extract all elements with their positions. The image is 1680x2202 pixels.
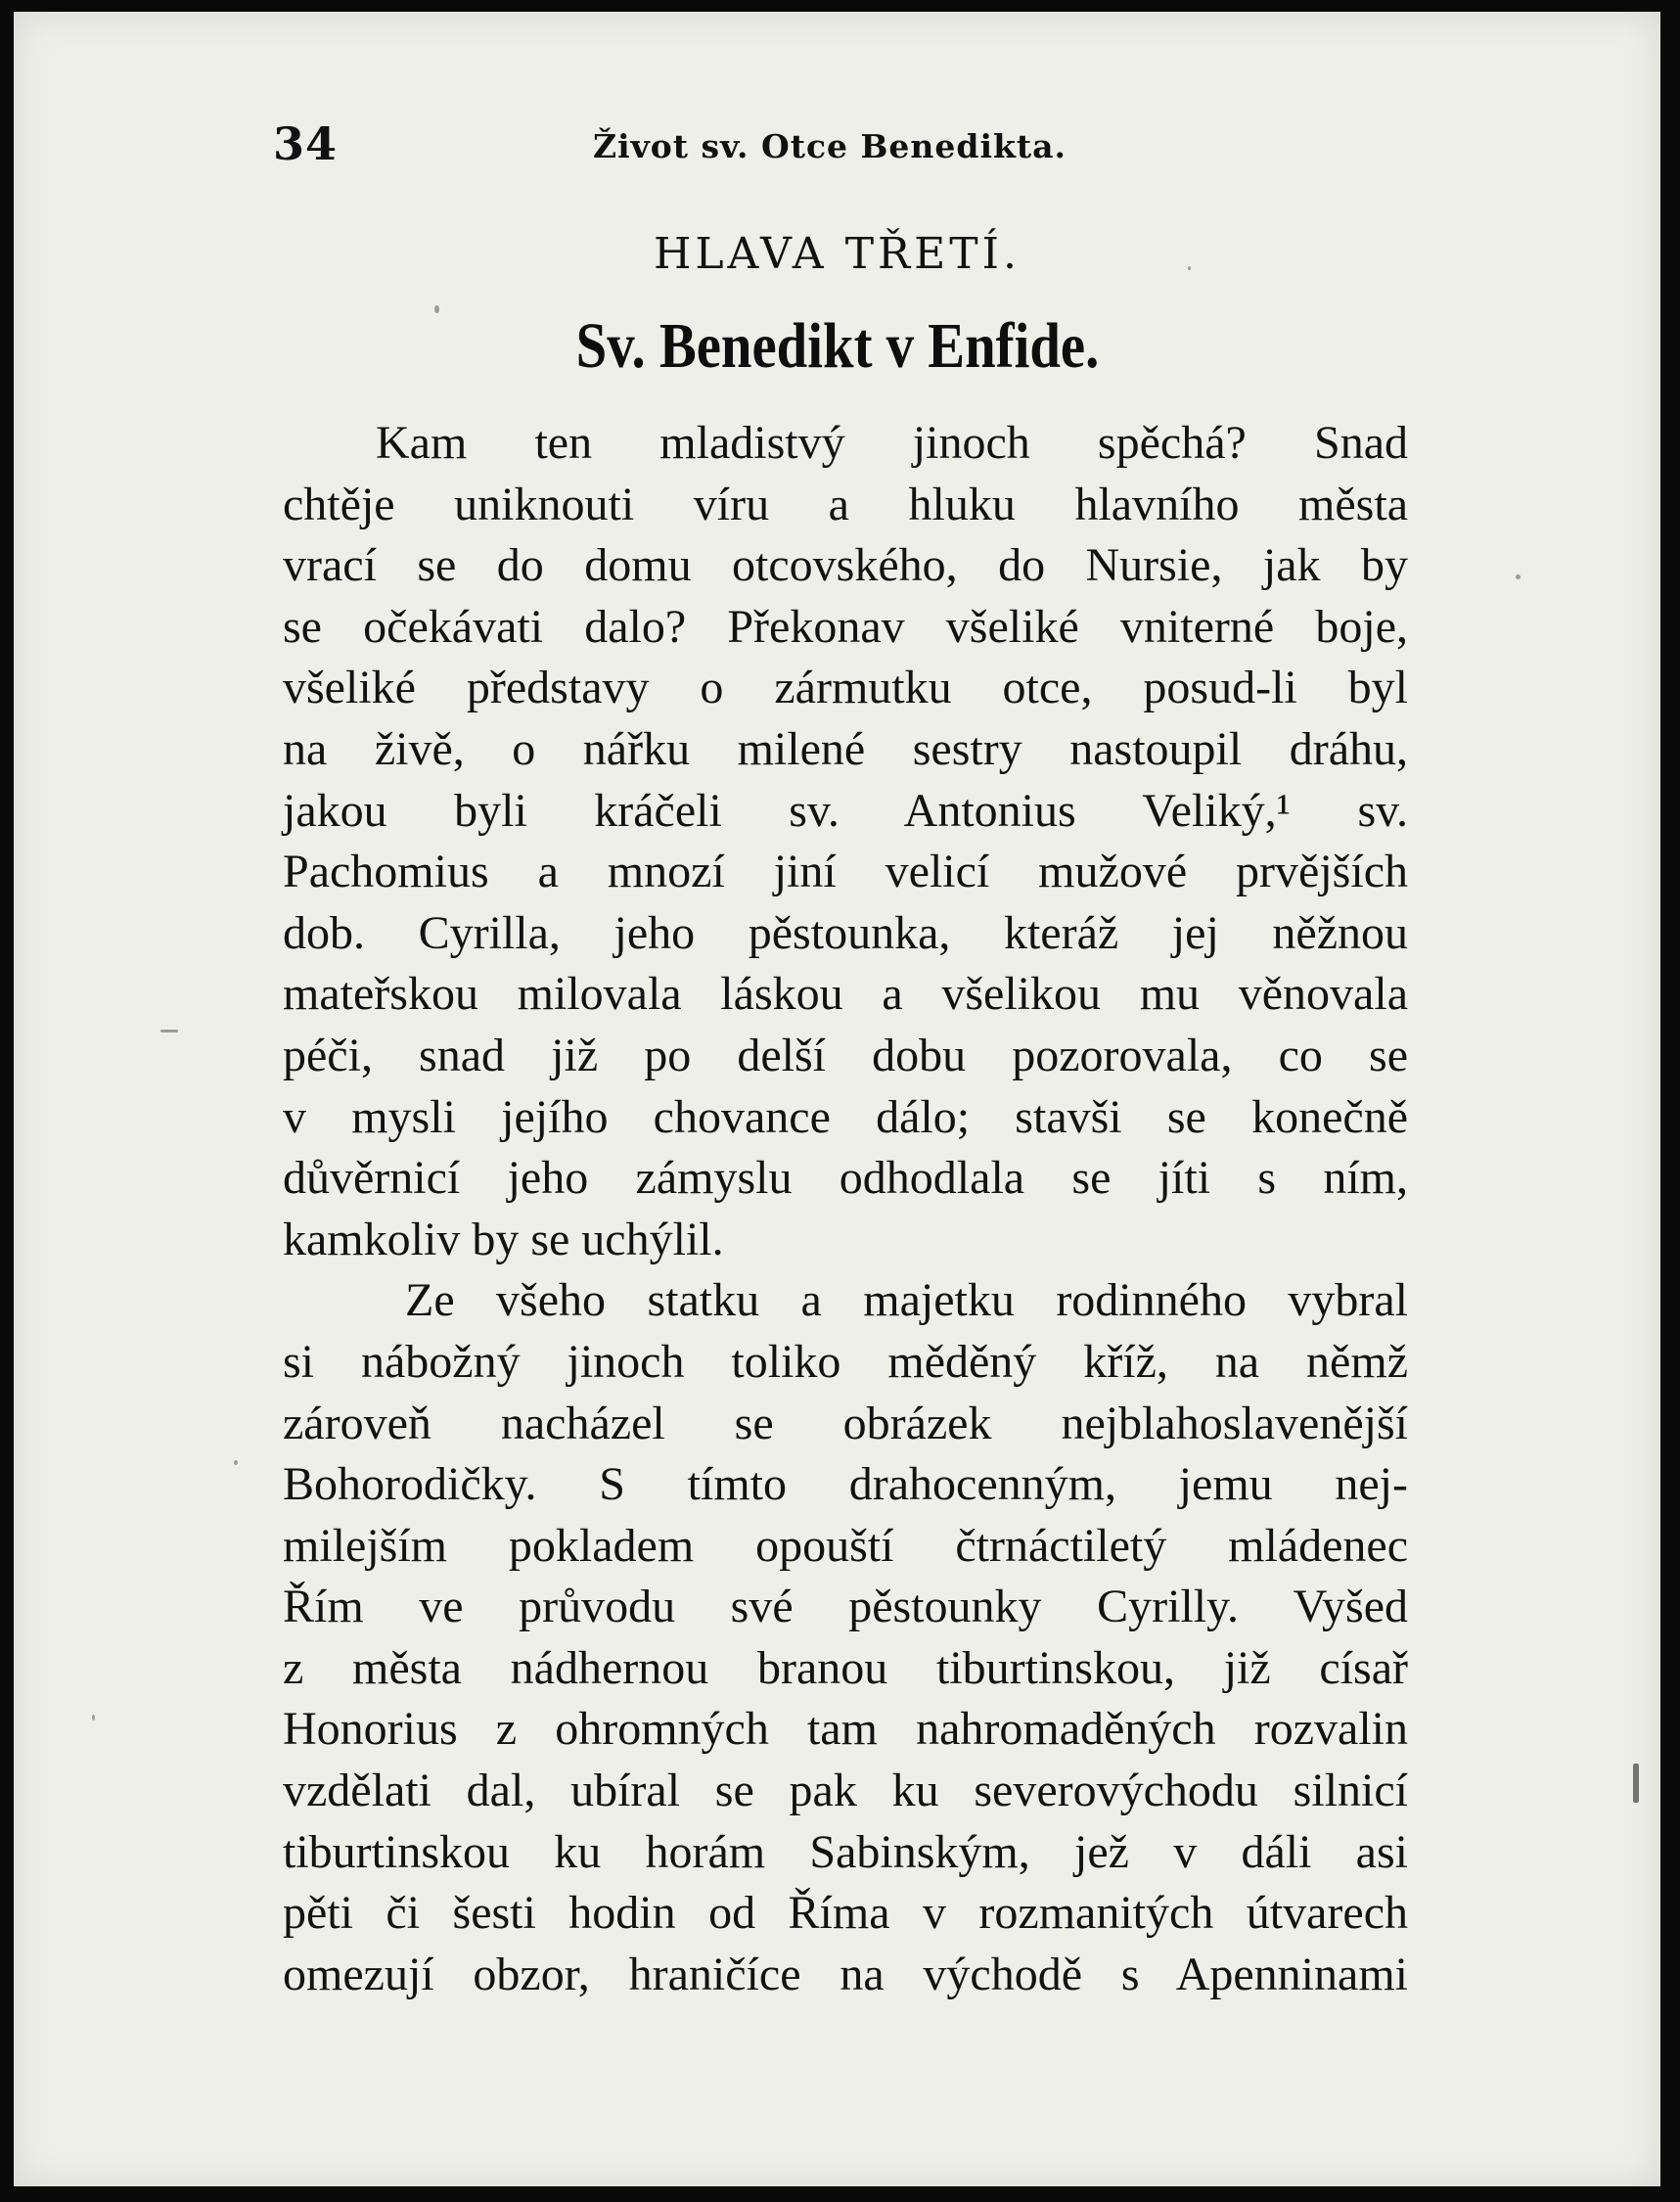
page-number: 34 [273, 117, 339, 170]
scan-speck [234, 1460, 238, 1465]
text-line: tiburtinskou ku horám Sabinským, jež v dáli asi [283, 1825, 1408, 1878]
text-line: Řím ve průvodu své pěstounky Cyrilly. Vyšed [283, 1581, 1408, 1633]
text-line: dob. Cyrilla, jeho pěstounka, kteráž jej něžnou [283, 906, 1408, 959]
chapter-label: HLAVA TŘETÍ. [653, 229, 1022, 279]
book-page [14, 12, 1660, 2186]
text-line: vzdělati dal, ubíral se pak ku severovýchodu silnicí [283, 1765, 1408, 1817]
text-line: Honorius z ohromných tam nahromaděných rozvalin [283, 1703, 1408, 1756]
text-line: mateřskou milovala láskou a všelikou mu věnovala [283, 968, 1408, 1021]
text-line: péči, snad již po delší dobu pozorovala, co se [283, 1029, 1408, 1081]
text-line: pěti či šesti hodin od Říma v rozmanitých útvarech [283, 1887, 1408, 1940]
text-line: Kam ten mladistvý jinoch spěchá? Snad [376, 417, 1408, 469]
scan-speck [160, 1030, 178, 1032]
running-title: Život sv. Otce Benedikta. [593, 127, 1067, 165]
text-line: z města nádhernou branou tiburtinskou, již císař [283, 1641, 1408, 1694]
text-line: Pachomius a mnozí jiní velicí mužové prvějších [283, 846, 1408, 898]
text-line: vrací se do domu otcovského, do Nursie, jak by [283, 539, 1408, 592]
text-line: na živě, o nářku milené sestry nastoupil dráhu, [283, 722, 1408, 775]
text-line: jakou byli kráčeli sv. Antonius Veliký,¹ sv. [283, 784, 1408, 837]
chapter-title: Sv. Benedikt v Enfide. [575, 310, 1100, 382]
text-line: v mysli jejího chovance dálo; stavši se konečně [283, 1090, 1408, 1143]
text-line: Bohorodičky. S tímto drahocenným, jemu nej- [283, 1458, 1408, 1511]
text-line: důvěrnicí jeho zámyslu odhodlala se jíti s ním, [283, 1152, 1408, 1205]
text-line: se očekávati dalo? Překonav všeliké vniterné boje, [283, 600, 1408, 653]
scan-speck [1633, 1764, 1639, 1803]
text-line: zároveň nacházel se obrázek nejblahoslavenější [283, 1397, 1408, 1449]
scan-speck [92, 1715, 95, 1720]
text-line: kamkoliv by se uchýlil. [283, 1213, 724, 1265]
text-line: omezují obzor, hraničíce na východě s Apenninami [283, 1948, 1408, 2000]
text-line: všeliké představy o zármutku otce, posud-li byl [283, 662, 1408, 714]
text-line: chtěje uniknouti víru a hluku hlavního města [283, 478, 1408, 530]
text-line: milejším pokladem opouští čtrnáctiletý mládenec [283, 1519, 1408, 1572]
text-line: Ze všeho statku a majetku rodinného vybral [405, 1274, 1408, 1327]
page-header [273, 117, 1428, 176]
scan-speck [1516, 574, 1521, 579]
body-text [283, 413, 1408, 2005]
text-line: si nábožný jinoch toliko měděný kříž, na němž [283, 1335, 1408, 1388]
